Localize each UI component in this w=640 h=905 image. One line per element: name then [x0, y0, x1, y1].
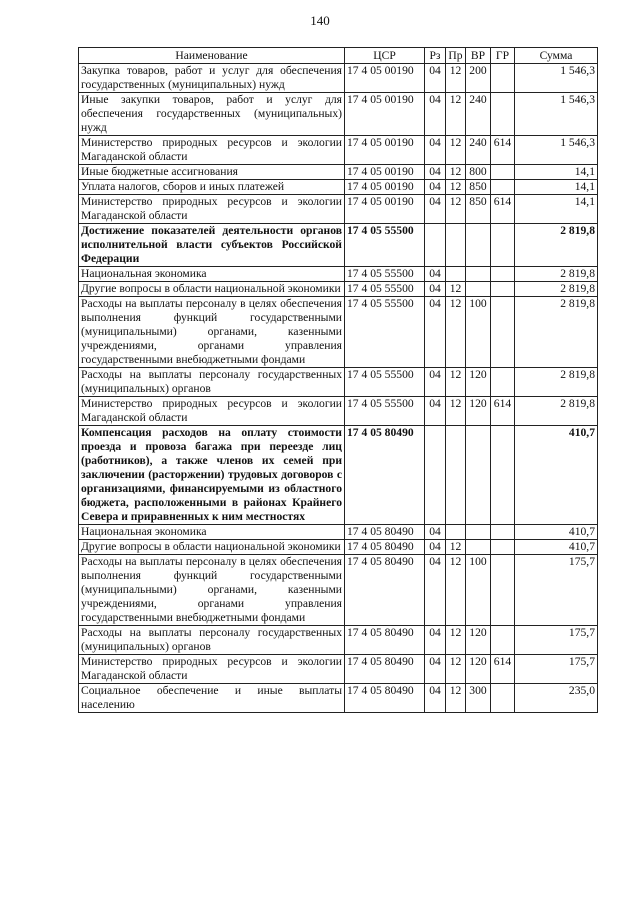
row-gr-cell [491, 426, 515, 525]
row-pr-cell: 12 [446, 64, 466, 93]
table-row [79, 180, 598, 195]
row-rz-cell [425, 426, 446, 525]
row-csr-cell: 17 4 05 80490 [345, 626, 425, 655]
table-row [79, 165, 598, 180]
row-gr-cell [491, 267, 515, 282]
column-header-csr: ЦСР [345, 48, 425, 64]
row-rz-cell: 04 [425, 655, 446, 684]
table-row [79, 282, 598, 297]
row-gr-cell: 614 [491, 397, 515, 426]
row-vr-cell [466, 525, 491, 540]
row-pr-cell: 12 [446, 368, 466, 397]
row-pr-cell: 12 [446, 297, 466, 368]
table-row [79, 267, 598, 282]
table-row [79, 626, 598, 655]
row-sum-cell: 1 546,3 [515, 93, 598, 136]
row-rz-cell: 04 [425, 195, 446, 224]
row-sum-cell: 2 819,8 [515, 224, 598, 267]
row-gr-cell [491, 368, 515, 397]
row-vr-cell: 850 [466, 195, 491, 224]
row-sum-cell: 410,7 [515, 525, 598, 540]
row-name-cell: Министерство природных ресурсов и экологии Магаданской области [79, 195, 345, 224]
row-pr-cell [446, 224, 466, 267]
row-vr-cell [466, 282, 491, 297]
row-pr-cell: 12 [446, 282, 466, 297]
table-row [79, 397, 598, 426]
row-rz-cell: 04 [425, 397, 446, 426]
row-gr-cell [491, 165, 515, 180]
row-gr-cell [491, 626, 515, 655]
table-row [79, 224, 598, 267]
row-csr-cell: 17 4 05 80490 [345, 684, 425, 713]
row-csr-cell: 17 4 05 55500 [345, 397, 425, 426]
row-pr-cell: 12 [446, 555, 466, 626]
row-csr-cell: 17 4 05 00190 [345, 136, 425, 165]
row-csr-cell: 17 4 05 80490 [345, 525, 425, 540]
table-body [79, 64, 598, 713]
row-sum-cell: 410,7 [515, 426, 598, 525]
row-name-cell: Национальная экономика [79, 525, 345, 540]
table-row [79, 136, 598, 165]
column-header-pr: Пр [446, 48, 466, 64]
column-header-gr: ГР [491, 48, 515, 64]
row-sum-cell: 14,1 [515, 180, 598, 195]
row-gr-cell [491, 282, 515, 297]
row-csr-cell: 17 4 05 00190 [345, 180, 425, 195]
row-vr-cell: 120 [466, 397, 491, 426]
row-rz-cell: 04 [425, 555, 446, 626]
row-sum-cell: 1 546,3 [515, 136, 598, 165]
row-sum-cell: 175,7 [515, 655, 598, 684]
row-name-cell: Другие вопросы в области национальной экономики [79, 282, 345, 297]
row-csr-cell: 17 4 05 80490 [345, 426, 425, 525]
row-pr-cell: 12 [446, 626, 466, 655]
page-number: 140 [310, 13, 330, 28]
table-row [79, 64, 598, 93]
row-csr-cell: 17 4 05 55500 [345, 368, 425, 397]
row-csr-cell: 17 4 05 80490 [345, 555, 425, 626]
row-rz-cell: 04 [425, 540, 446, 555]
budget-table [78, 47, 598, 713]
row-pr-cell: 12 [446, 165, 466, 180]
row-name-cell: Достижение показателей деятельности органов исполнительной власти субъектов Российской Федерации [79, 224, 345, 267]
row-csr-cell: 17 4 05 00190 [345, 93, 425, 136]
column-header-vr: ВР [466, 48, 491, 64]
row-name-cell: Национальная экономика [79, 267, 345, 282]
row-csr-cell: 17 4 05 55500 [345, 224, 425, 267]
table-row [79, 297, 598, 368]
row-pr-cell [446, 525, 466, 540]
row-sum-cell: 410,7 [515, 540, 598, 555]
row-name-cell: Иные бюджетные ассигнования [79, 165, 345, 180]
row-pr-cell: 12 [446, 180, 466, 195]
row-csr-cell: 17 4 05 80490 [345, 655, 425, 684]
row-name-cell: Компенсация расходов на оплату стоимости проезда и провоза багажа при переезде лиц (работников), а также членов их семей при заключении (расторжении) трудовых договоров с организациями, финансируемыми из областного бюджета, расположенными в районах Крайнего Севера и приравненных к ним местностях [79, 426, 345, 525]
row-vr-cell: 120 [466, 655, 491, 684]
table-row [79, 525, 598, 540]
row-name-cell: Расходы на выплаты персоналу в целях обеспечения выполнения функций государственными (муниципальными) органами, казенными учреждениями, органами управления государственными внебюджетными фондами [79, 297, 345, 368]
row-rz-cell: 04 [425, 368, 446, 397]
row-pr-cell: 12 [446, 540, 466, 555]
row-vr-cell: 800 [466, 165, 491, 180]
row-gr-cell [491, 297, 515, 368]
row-rz-cell: 04 [425, 136, 446, 165]
row-pr-cell [446, 426, 466, 525]
row-name-cell: Иные закупки товаров, работ и услуг для обеспечения государственных (муниципальных) нужд [79, 93, 345, 136]
row-csr-cell: 17 4 05 00190 [345, 64, 425, 93]
row-vr-cell [466, 540, 491, 555]
row-name-cell: Расходы на выплаты персоналу государственных (муниципальных) органов [79, 368, 345, 397]
row-gr-cell [491, 540, 515, 555]
row-sum-cell: 2 819,8 [515, 282, 598, 297]
row-sum-cell: 14,1 [515, 195, 598, 224]
row-csr-cell: 17 4 05 55500 [345, 282, 425, 297]
row-rz-cell: 04 [425, 684, 446, 713]
row-sum-cell: 2 819,8 [515, 267, 598, 282]
row-rz-cell: 04 [425, 165, 446, 180]
table-row [79, 426, 598, 525]
table-row [79, 368, 598, 397]
row-name-cell: Расходы на выплаты персоналу государственных (муниципальных) органов [79, 626, 345, 655]
row-gr-cell: 614 [491, 195, 515, 224]
row-csr-cell: 17 4 05 80490 [345, 540, 425, 555]
row-name-cell: Другие вопросы в области национальной экономики [79, 540, 345, 555]
row-pr-cell: 12 [446, 195, 466, 224]
table-row [79, 195, 598, 224]
row-sum-cell: 2 819,8 [515, 368, 598, 397]
table-row [79, 540, 598, 555]
row-rz-cell: 04 [425, 297, 446, 368]
column-header-name: Наименование [79, 48, 345, 64]
row-pr-cell [446, 267, 466, 282]
row-vr-cell: 200 [466, 64, 491, 93]
row-gr-cell [491, 555, 515, 626]
row-vr-cell: 120 [466, 368, 491, 397]
row-rz-cell: 04 [425, 180, 446, 195]
table-row [79, 655, 598, 684]
row-rz-cell: 04 [425, 93, 446, 136]
row-csr-cell: 17 4 05 00190 [345, 165, 425, 180]
row-csr-cell: 17 4 05 00190 [345, 195, 425, 224]
row-csr-cell: 17 4 05 55500 [345, 297, 425, 368]
row-sum-cell: 1 546,3 [515, 64, 598, 93]
row-pr-cell: 12 [446, 136, 466, 165]
table-row [79, 93, 598, 136]
row-name-cell: Социальное обеспечение и иные выплаты населению [79, 684, 345, 713]
row-csr-cell: 17 4 05 55500 [345, 267, 425, 282]
row-name-cell: Расходы на выплаты персоналу в целях обеспечения выполнения функций государственными (муниципальными) органами, казенными учреждениями, органами управления государственными внебюджетными фондами [79, 555, 345, 626]
row-rz-cell: 04 [425, 64, 446, 93]
row-vr-cell: 240 [466, 93, 491, 136]
row-name-cell: Закупка товаров, работ и услуг для обеспечения государственных (муниципальных) нужд [79, 64, 345, 93]
row-pr-cell: 12 [446, 684, 466, 713]
row-gr-cell [491, 525, 515, 540]
row-vr-cell [466, 426, 491, 525]
row-rz-cell: 04 [425, 525, 446, 540]
table-header-row [79, 48, 598, 64]
row-vr-cell: 850 [466, 180, 491, 195]
row-gr-cell [491, 224, 515, 267]
row-rz-cell: 04 [425, 267, 446, 282]
row-sum-cell: 175,7 [515, 555, 598, 626]
row-gr-cell [491, 93, 515, 136]
row-vr-cell [466, 267, 491, 282]
row-gr-cell [491, 180, 515, 195]
row-name-cell: Министерство природных ресурсов и экологии Магаданской области [79, 136, 345, 165]
row-name-cell: Министерство природных ресурсов и экологии Магаданской области [79, 655, 345, 684]
row-pr-cell: 12 [446, 397, 466, 426]
row-name-cell: Уплата налогов, сборов и иных платежей [79, 180, 345, 195]
row-gr-cell: 614 [491, 136, 515, 165]
row-gr-cell: 614 [491, 655, 515, 684]
row-sum-cell: 2 819,8 [515, 397, 598, 426]
row-sum-cell: 2 819,8 [515, 297, 598, 368]
row-vr-cell: 100 [466, 297, 491, 368]
row-vr-cell: 100 [466, 555, 491, 626]
row-rz-cell: 04 [425, 282, 446, 297]
row-sum-cell: 14,1 [515, 165, 598, 180]
row-vr-cell: 240 [466, 136, 491, 165]
row-rz-cell [425, 224, 446, 267]
column-header-sum: Сумма [515, 48, 598, 64]
row-pr-cell: 12 [446, 93, 466, 136]
row-name-cell: Министерство природных ресурсов и экологии Магаданской области [79, 397, 345, 426]
row-gr-cell [491, 684, 515, 713]
row-vr-cell [466, 224, 491, 267]
row-sum-cell: 175,7 [515, 626, 598, 655]
row-vr-cell: 300 [466, 684, 491, 713]
row-rz-cell: 04 [425, 626, 446, 655]
row-vr-cell: 120 [466, 626, 491, 655]
table-row [79, 684, 598, 713]
row-sum-cell: 235,0 [515, 684, 598, 713]
column-header-rz: Рз [425, 48, 446, 64]
row-gr-cell [491, 64, 515, 93]
table-row [79, 555, 598, 626]
row-pr-cell: 12 [446, 655, 466, 684]
